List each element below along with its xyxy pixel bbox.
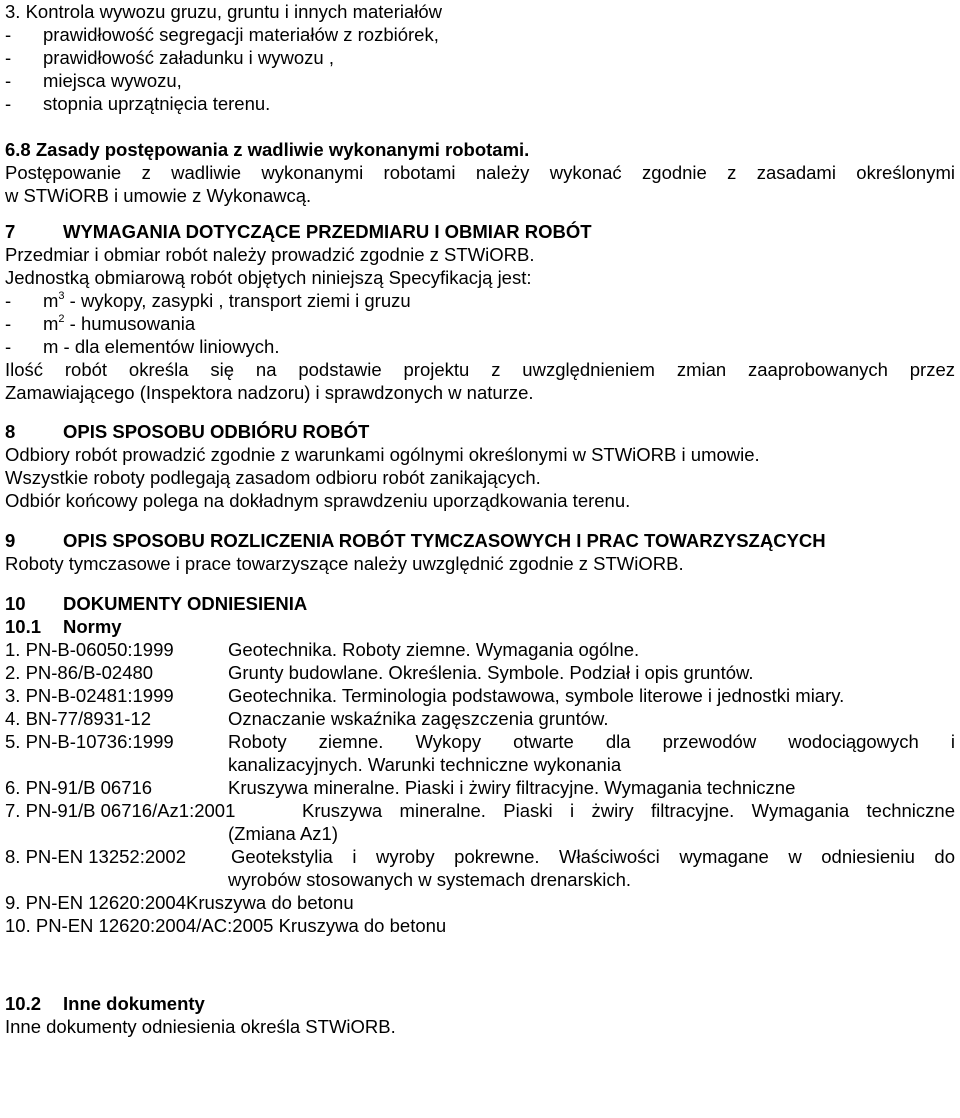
reference-item: 4. BN-77/8931-12 Oznaczanie wskaźnika zagęszczenia gruntów. [5,708,609,729]
list-item: - $m^3$ - wykopy, zasypki , transport ziemi i gruzu [5,290,411,311]
reference-item: 8. PN-EN 13252:2002 Geotekstylia i wyroby pokrewne. Właściwości wymagane w odniesieniu do [5,846,955,867]
subsection-10-1-heading: 10.1 Normy [5,616,122,637]
paragraph-line: Odbiory robót prowadzić zgodnie z warunkami ogólnymi określonymi w STWiORB i umowie. [5,444,760,465]
reference-item: 5. PN-B-10736:1999 Roboty ziemne. Wykopy otwarte dla przewodów wodociągowych i [5,731,955,752]
paragraph-line: Zamawiającego (Inspektora nadzoru) i sprawdzonych w naturze. [5,382,534,403]
paragraph-line: Roboty tymczasowe i prace towarzyszące należy uwzględnić zgodnie z STWiORB. [5,553,684,574]
list-item: - stopnia uprzątnięcia terenu. [5,93,271,114]
paragraph-line: Wszystkie roboty podlegają zasadom odbioru robót zanikających. [5,467,541,488]
reference-item: 3. PN-B-02481:1999 Geotechnika. Terminologia podstawowa, symbole literowe i jednostki miary. [5,685,845,706]
reference-continuation: wyrobów stosowanych w systemach drenarskich. [228,869,632,890]
reference-item: 6. PN-91/B 06716 Kruszywa mineralne. Piaski i żwiry filtracyjne. Wymagania techniczne [5,777,796,798]
paragraph-line: Inne dokumenty odniesienia określa STWiORB. [5,1016,396,1037]
subsection-10-2-heading: 10.2 Inne dokumenty [5,993,205,1014]
section-9-heading: 9 OPIS SPOSOBU ROZLICZENIA ROBÓT TYMCZASOWYCH I PRAC TOWARZYSZĄCYCH [5,530,826,551]
paragraph-line: Ilość robót określa się na podstawie projektu z uwzględnieniem zmian zaaprobowanych przez [5,359,955,380]
reference-continuation: kanalizacyjnych. Warunki techniczne wykonania [228,754,622,775]
section-3-heading: 3. Kontrola wywozu gruzu, gruntu i innych materiałów [5,1,443,22]
list-item: - prawidłowość segregacji materiałów z rozbiórek, [5,24,439,45]
reference-item: 10. PN-EN 12620:2004/AC:2005 Kruszywa do betonu [5,915,447,936]
list-item: - m - dla elementów liniowych. [5,336,280,357]
section-8-heading: 8 OPIS SPOSOBU ODBIÓRU ROBÓT [5,421,370,442]
section-10-heading: 10 DOKUMENTY ODNIESIENIA [5,593,308,614]
reference-item: 1. PN-B-06050:1999 Geotechnika. Roboty ziemne. Wymagania ogólne. [5,639,640,660]
paragraph-line: Odbiór końcowy polega na dokładnym sprawdzeniu uporządkowania terenu. [5,490,631,511]
section-7-heading: 7 WYMAGANIA DOTYCZĄCE PRZEDMIARU I OBMIAR ROBÓT [5,221,592,242]
list-item: - prawidłowość załadunku i wywozu , [5,47,334,68]
paragraph-line: Postępowanie z wadliwie wykonanymi robotami należy wykonać zgodnie z zasadami określonymi [5,162,955,183]
section-6-8-heading: 6.8 Zasady postępowania z wadliwie wykonanymi robotami. [5,139,530,160]
paragraph-line: Przedmiar i obmiar robót należy prowadzić zgodnie z STWiORB. [5,244,535,265]
reference-item: 9. PN-EN 12620:2004Kruszywa do betonu [5,892,354,913]
reference-continuation: (Zmiana Az1) [228,823,339,844]
list-item: - $m^2$ - humusowania [5,313,196,334]
paragraph-line: w STWiORB i umowie z Wykonawcą. [5,185,312,206]
paragraph-line: Jednostką obmiarową robót objętych niniejszą Specyfikacją jest: [5,267,532,288]
list-item: - miejsca wywozu, [5,70,182,91]
document-page [5,0,955,1038]
reference-item: 2. PN-86/B-02480 Grunty budowlane. Określenia. Symbole. Podział i opis gruntów. [5,662,754,683]
reference-item: 7. PN-91/B 06716/Az1:2001 Kruszywa mineralne. Piaski i żwiry filtracyjne. Wymagania techniczne [5,800,955,821]
